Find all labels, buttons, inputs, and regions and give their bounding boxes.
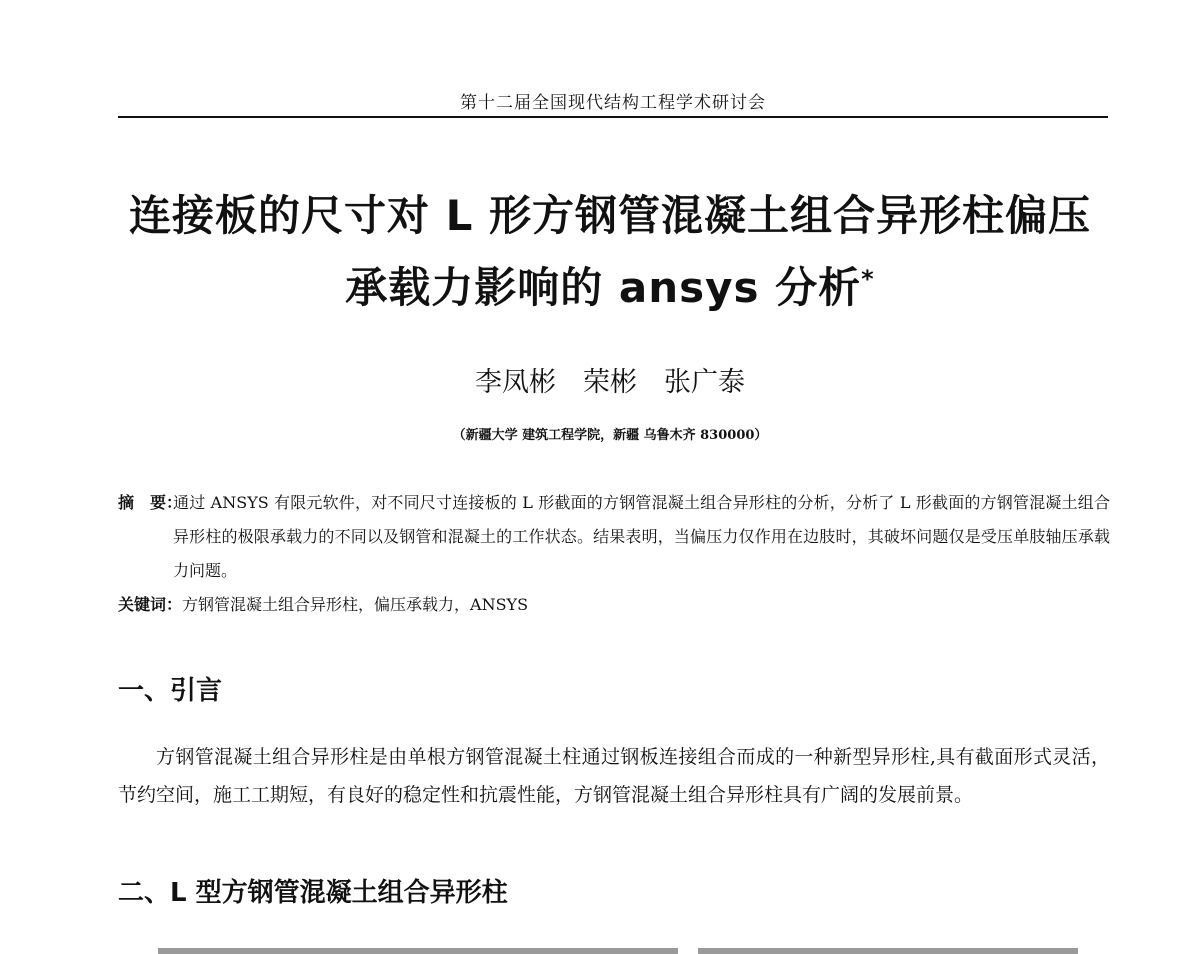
intro-paragraph: 方钢管混凝土组合异形柱是由单根方钢管混凝土柱通过钢板连接组合而成的一种新型异形柱,具有截面形式灵活，节约空间，施工工期短，有良好的稳定性和抗震性能，方钢管混凝土组合异形柱具有广阔的发展前景。 [118, 746, 1110, 806]
running-header: 第十二届全国现代结构工程学术研讨会 [460, 93, 766, 113]
paper-title [100, 180, 1120, 324]
keywords-text: 方钢管混凝土组合异形柱，偏压承载力，ANSYS [182, 595, 529, 614]
title-footnote-mark: * [861, 265, 875, 293]
authors: 李凤彬 荣彬 张广泰 [475, 367, 745, 398]
section-heading-l-column: 二、L 型方钢管混凝土组合异形柱 [118, 878, 508, 908]
abstract-text: 通过 ANSYS 有限元软件，对不同尺寸连接板的 L 形截面的方钢管混凝土组合异形柱的分析，分析了 L 形截面的方钢管混凝土组合异形柱的极限承载力的不同以及钢管和混凝土的工作状态。结果表明，当偏压力仅作用在边肢时，其破坏问题仅是受压单肢轴压承载力问题。 [173, 493, 1110, 580]
affiliation: （新疆大学 建筑工程学院，新疆 乌鲁木齐 830000） [452, 428, 768, 443]
keywords [118, 590, 1110, 620]
header-rule [118, 116, 1108, 118]
title-line-1: 连接板的尺寸对 L 形方钢管混凝土组合异形柱偏压 [128, 191, 1091, 240]
keywords-label: 关键词： [118, 595, 183, 614]
abstract [118, 486, 1110, 588]
section-heading-intro: 一、引言 [118, 676, 223, 706]
title-line-2 [100, 252, 1120, 324]
truncated-text-glyphs [118, 942, 1108, 954]
title-line-2-text: 承载力影响的 ansys 分析 [345, 263, 862, 312]
abstract-label: 摘 要： [118, 493, 183, 512]
